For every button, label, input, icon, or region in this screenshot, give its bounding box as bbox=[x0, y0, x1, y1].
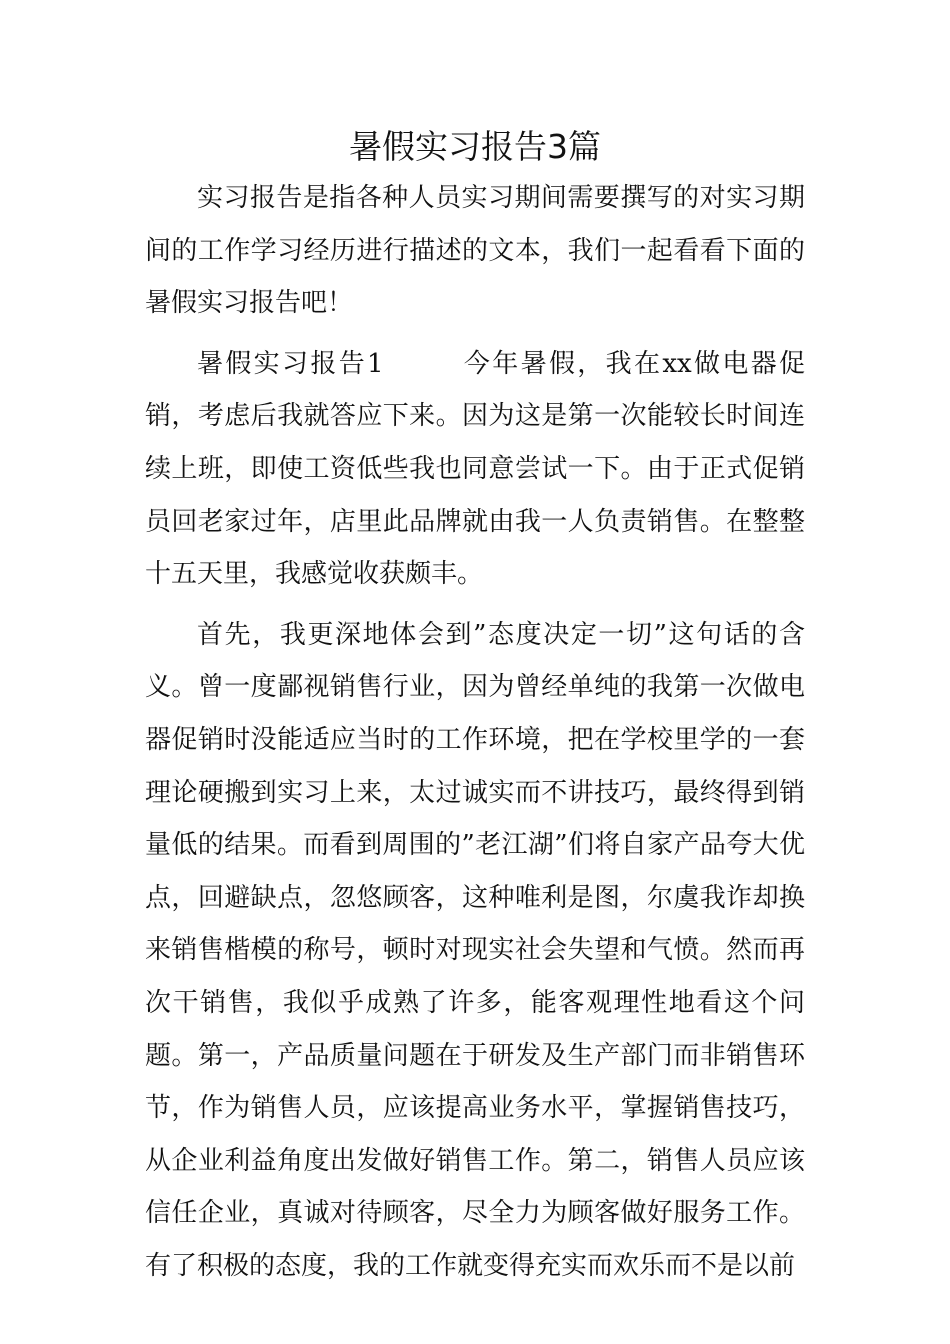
report-1-heading: 暑假实习报告1 bbox=[197, 348, 384, 379]
intro-paragraph bbox=[145, 172, 805, 330]
document-title: 暑假实习报告3篇 bbox=[349, 127, 601, 166]
report-1-paragraph bbox=[145, 338, 805, 601]
report-1-text: 今年暑假，我在xx做电器促销，考虑后我就答应下来。因为这是第一次能较长时间连续上班，即使工资低些我也同意尝试一下。由于正式促销员回老家过年，店里此品牌就由我一人负责销售。在整整十五天里，我感觉收获颇丰。 bbox=[145, 348, 806, 590]
intro-text: 实习报告是指各种人员实习期间需要撰写的对实习期间的工作学习经历进行描述的文本，我们一起看看下面的暑假实习报告吧！ bbox=[145, 183, 805, 319]
attitude-text: 首先，我更深地体会到”态度决定一切”这句话的含义。曾一度鄙视销售行业，因为曾经单纯的我第一次做电器促销时没能适应当时的工作环境，把在学校里学的一套理论硬搬到实习上来，太过诚实而不讲技巧，最终得到销量低的结果。而看到周围的”老江湖”们将自家产品夸大优点，回避缺点，忽悠顾客，这种唯利是图，尔虞我诈却换来销售楷模的称号，顿时对现实社会失望和气愤。然而再次干销售，我似乎成熟了许多，能客观理性地看这个问题。第一，产品质量问题在于研发及生产部门而非销售环节，作为销售人员，应该提高业务水平，掌握销售技巧，从企业利益角度出发做好销售工作。第二，销售人员应该信任企业，真诚对待顾客，尽全力为顾客做好服务工作。有了积极的态度，我的工作就变得充实而欢乐而不是以前 bbox=[145, 619, 805, 1281]
document-body bbox=[145, 172, 805, 1292]
attitude-paragraph bbox=[145, 609, 805, 1293]
